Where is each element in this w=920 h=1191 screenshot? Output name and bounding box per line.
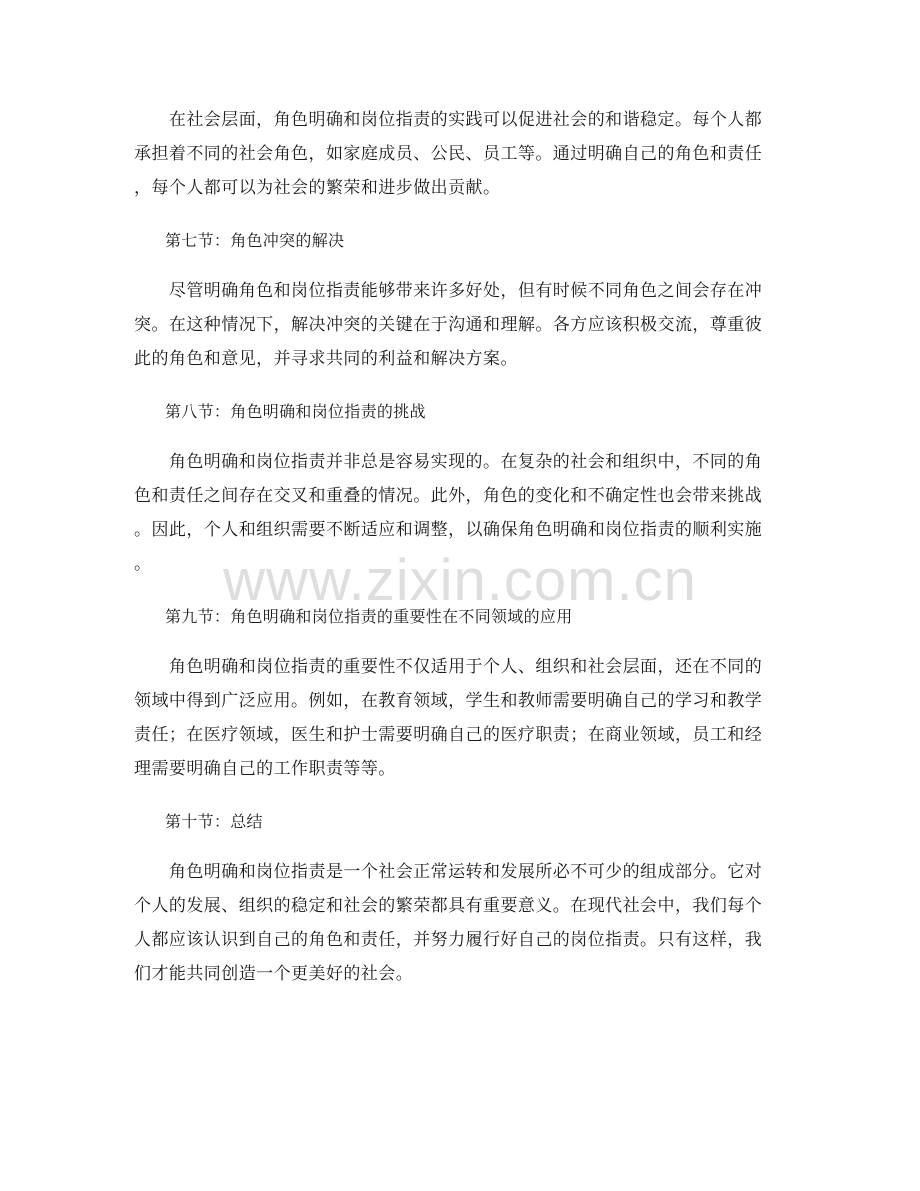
paragraph-section-10: 角色明确和岗位指责是一个社会正常运转和发展所必不可少的组成部分。它对 个人的发展、组织的稳定和社会的繁荣都具有重要意义。在现代社会中，我们每个 人都应该认识到自己的角色和责任，并努力履行好自己的岗位指责。只有这样，我 们才能共同创造一个更美好的社会。: [134, 862, 763, 984]
section-heading-9: 第九节：角色明确和岗位指责的重要性在不同领域的应用: [165, 607, 573, 626]
paragraph-section-7: 尽管明确角色和岗位指责能够带来许多好处，但有时候不同角色之间会存在冲 突。在这种情况下，解决冲突的关键在于沟通和理解。各方应该积极交流，尊重彼 此的角色和意见，并寻求共同的利益和解决方案。: [134, 281, 763, 369]
paragraph-society: 在社会层面，角色明确和岗位指责的实践可以促进社会的和谐稳定。每个人都 承担着不同的社会角色，如家庭成员、公民、员工等。通过明确自己的角色和责任 ，每个人都可以为社会的繁荣和进步做出贡献。: [134, 110, 763, 198]
paragraph-section-8: 角色明确和岗位指责并非总是容易实现的。在复杂的社会和组织中，不同的角 色和责任之间存在交叉和重叠的情况。此外，角色的变化和不确定性也会带来挑战 。因此，个人和组织需要不断适应和调整，以确保角色明确和岗位指责的顺利实施 。: [134, 452, 763, 574]
paragraph-section-9: 角色明确和岗位指责的重要性不仅适用于个人、组织和社会层面，还在不同的 领域中得到广泛应用。例如，在教育领域，学生和教师需要明确自己的学习和教学 责任；在医疗领域，医生和护士需要明确自己的医疗职责；在商业领域，员工和经 理需要明确自己的工作职责等等。: [134, 657, 763, 779]
watermark: www.zixin.com.cn: [223, 548, 697, 613]
section-heading-8: 第八节：角色明确和岗位指责的挑战: [165, 402, 426, 421]
section-heading-7: 第七节：角色冲突的解决: [165, 231, 345, 250]
section-heading-10: 第十节：总结: [165, 812, 263, 831]
